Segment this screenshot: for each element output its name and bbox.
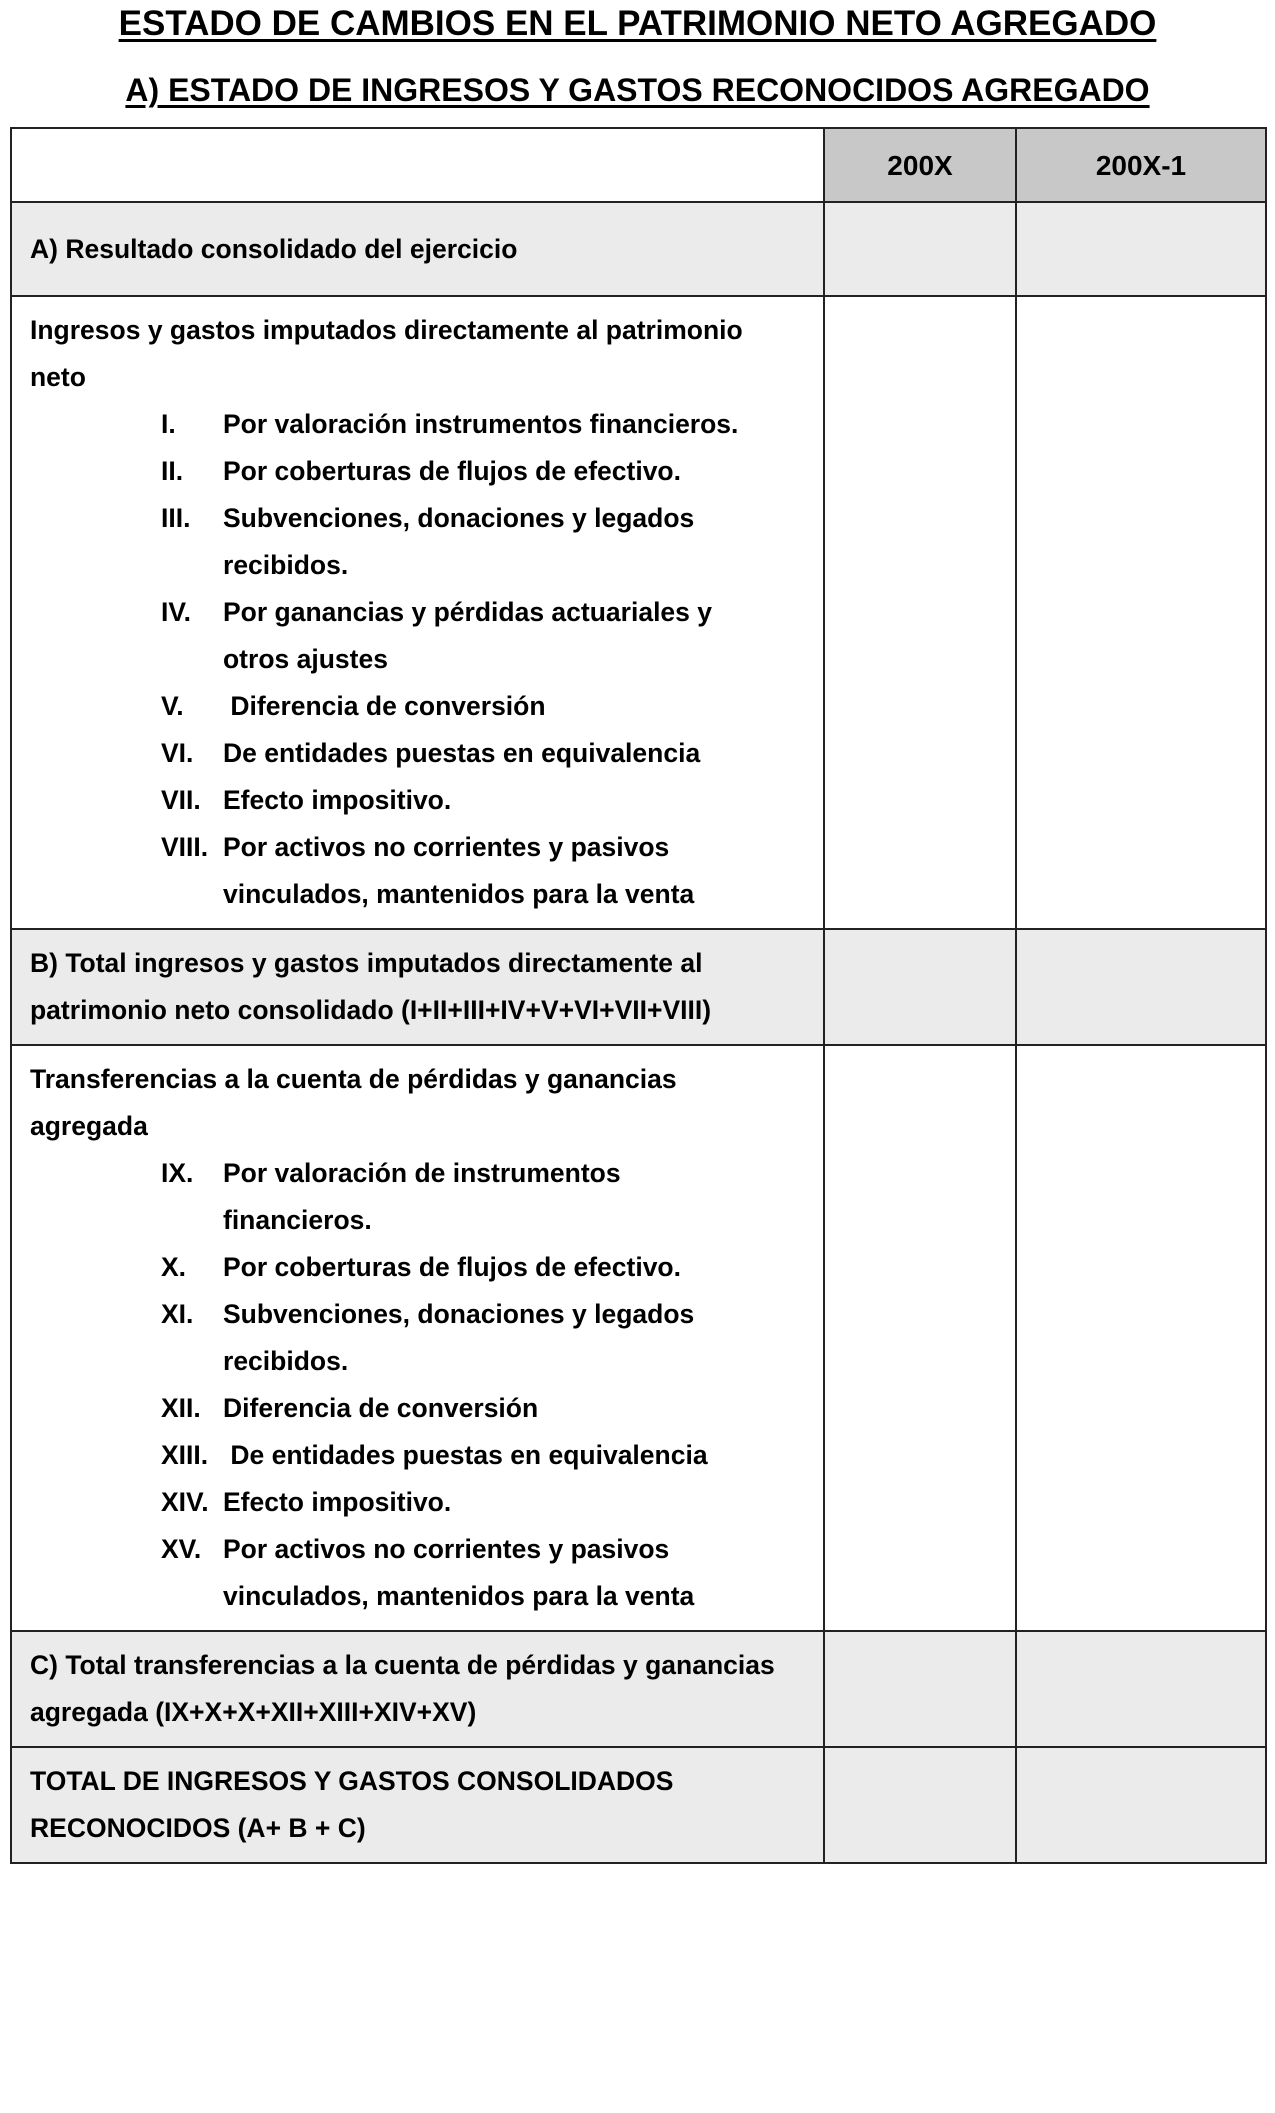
line-item — [30, 777, 805, 824]
line-item-number: X. — [161, 1252, 187, 1282]
row-total-c-value-current — [824, 1631, 1016, 1747]
line-item-text: Por coberturas de flujos de efectivo. — [223, 1252, 681, 1282]
row-total-c-value-previous — [1016, 1631, 1266, 1747]
line-item — [30, 730, 805, 777]
section-heading: Ingresos y gastos imputados directamente al patrimonio neto — [30, 315, 743, 392]
line-item — [30, 589, 805, 683]
row-result — [11, 202, 1266, 296]
line-item — [30, 1432, 805, 1479]
row-total-b-label: B) Total ingresos y gastos imputados directamente al patrimonio neto consolidado (I+II+III+IV+V+VI+VII+VIII) — [11, 929, 824, 1045]
line-item-number: II. — [161, 456, 184, 486]
line-item-number: IV. — [161, 597, 191, 627]
row-result-value-previous — [1016, 202, 1266, 296]
line-item — [30, 401, 805, 448]
section-transfers-content — [11, 1045, 824, 1631]
line-item-text: Por valoración instrumentos financieros. — [223, 409, 739, 439]
line-item-text: Diferencia de conversión — [223, 691, 546, 721]
line-item-number: XI. — [161, 1299, 194, 1329]
line-item — [30, 1244, 805, 1291]
line-item — [30, 824, 805, 918]
row-total-b — [11, 929, 1266, 1045]
section-value-current — [824, 1045, 1016, 1631]
line-item-text: Por ganancias y pérdidas actuariales y otros ajustes — [223, 597, 720, 674]
line-item-text: Diferencia de conversión — [223, 1393, 539, 1423]
row-total-b-value-previous — [1016, 929, 1266, 1045]
line-item-number: VI. — [161, 738, 194, 768]
line-item-number: IX. — [161, 1158, 194, 1188]
line-item-number: XIII. — [161, 1440, 209, 1470]
line-item-text: Por coberturas de flujos de efectivo. — [223, 456, 681, 486]
line-item-text: Por activos no corrientes y pasivos vinculados, mantenidos para la venta — [223, 1534, 695, 1611]
row-grand-total — [11, 1747, 1266, 1863]
row-result-value-current — [824, 202, 1016, 296]
line-item-number: XIV. — [161, 1487, 209, 1517]
section-transfers — [11, 1045, 1266, 1631]
line-item-text: Efecto impositivo. — [223, 1487, 452, 1517]
section-direct-imputation-content — [11, 296, 824, 929]
line-item-text: Por activos no corrientes y pasivos vinculados, mantenidos para la venta — [223, 832, 695, 909]
line-item — [30, 495, 805, 589]
line-item-number: XV. — [161, 1534, 202, 1564]
line-item-number: V. — [161, 691, 184, 721]
line-item-text: Subvenciones, donaciones y legados recibidos. — [223, 1299, 702, 1376]
line-item-number: XII. — [161, 1393, 201, 1423]
line-item-text: De entidades puestas en equivalencia — [223, 1440, 708, 1470]
line-item-number: III. — [161, 503, 191, 533]
row-total-b-value-current — [824, 929, 1016, 1045]
section-heading: Transferencias a la cuenta de pérdidas y ganancias agregada — [30, 1064, 677, 1141]
line-item — [30, 1385, 805, 1432]
line-item-text: Subvenciones, donaciones y legados recibidos. — [223, 503, 702, 580]
line-item — [30, 1291, 805, 1385]
section-items — [30, 401, 805, 918]
row-grand-total-value-current — [824, 1747, 1016, 1863]
row-total-c-label: C) Total transferencias a la cuenta de pérdidas y ganancias agregada (IX+X+X+XII+XIII+XIV+XV) — [11, 1631, 824, 1747]
line-item — [30, 1479, 805, 1526]
header-empty-cell — [11, 128, 824, 202]
line-item-number: VII. — [161, 785, 201, 815]
header-row — [11, 128, 1266, 202]
section-value-previous — [1016, 296, 1266, 929]
row-grand-total-value-previous — [1016, 1747, 1266, 1863]
document-subtitle: A) ESTADO DE INGRESOS Y GASTOS RECONOCIDOS AGREGADO — [125, 72, 1150, 108]
line-item — [30, 683, 805, 730]
line-item-number: I. — [161, 409, 176, 439]
line-item — [30, 1526, 805, 1620]
line-item-number: VIII. — [161, 832, 209, 862]
row-result-label: A) Resultado consolidado del ejercicio — [11, 202, 824, 296]
row-grand-total-label: TOTAL DE INGRESOS Y GASTOS CONSOLIDADOS RECONOCIDOS (A+ B + C) — [11, 1747, 824, 1863]
line-item — [30, 1150, 805, 1244]
income-expense-statement-table — [10, 127, 1267, 1864]
line-item-text: Por valoración de instrumentos financieros. — [223, 1158, 628, 1235]
section-direct-imputation — [11, 296, 1266, 929]
row-total-c — [11, 1631, 1266, 1747]
section-items — [30, 1150, 805, 1620]
section-value-previous — [1016, 1045, 1266, 1631]
line-item-text: De entidades puestas en equivalencia — [223, 738, 701, 768]
line-item-text: Efecto impositivo. — [223, 785, 452, 815]
section-value-current — [824, 296, 1016, 929]
line-item — [30, 448, 805, 495]
document-title: ESTADO DE CAMBIOS EN EL PATRIMONIO NETO AGREGADO — [118, 4, 1157, 43]
header-year-current: 200X — [824, 128, 1016, 202]
header-year-previous: 200X-1 — [1016, 128, 1266, 202]
